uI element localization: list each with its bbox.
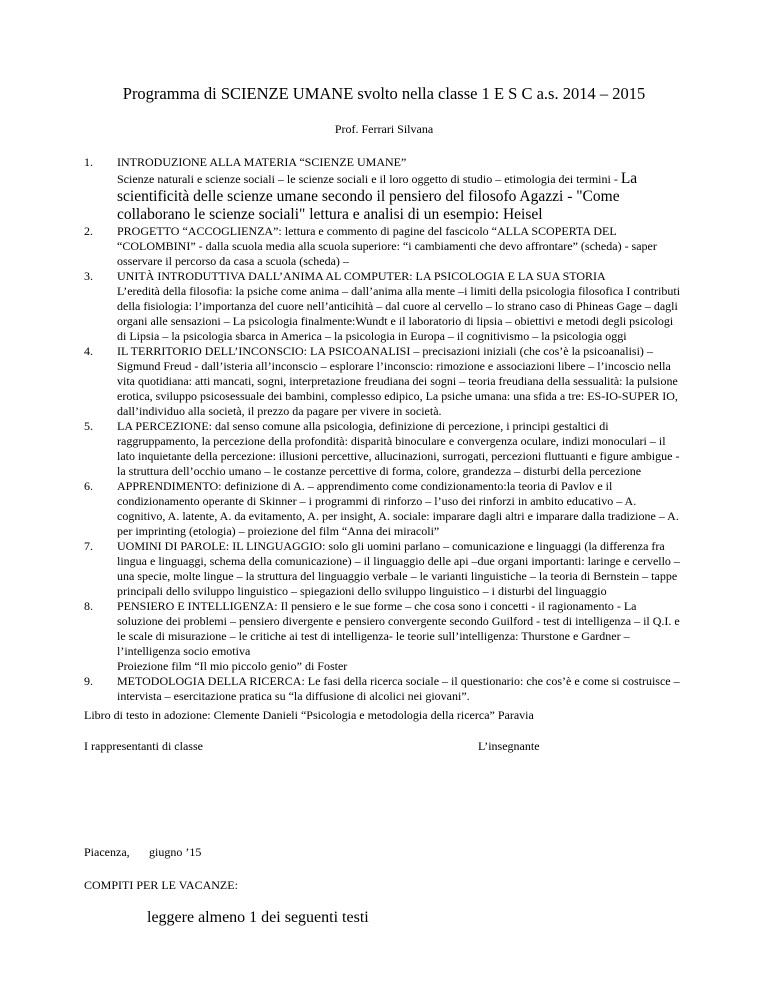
item-heading: INTRODUZIONE ALLA MATERIA “SCIENZE UMANE” bbox=[117, 155, 407, 169]
item-text: IL TERRITORIO DELL’INCONSCIO: LA PSICOANALISI – precisazioni iniziali (che cos’è la psicoanalisi) –Sigmund Freud - dall’isteria all’inconscio – esplorare l’inconscio: rimozione e associazioni libere – l’incoscio nella vita quotidiana: atti mancati, sogni, interpretazione freudiana dei sogni – teoria freudiana della sessualità: la pulsione erotica, sviluppo psicosessuale dei bambini, complesso edipico, La psiche umana: una sfida a tre: ES-IO-SUPER IO, dall’individuo alla società, il prezzo da pagare per vivere in società. bbox=[117, 344, 678, 418]
item-number: 5. bbox=[84, 419, 93, 433]
item-extra-line: Proiezione film “Il mio piccolo genio” di Foster bbox=[117, 659, 348, 673]
item-number: 1. bbox=[84, 155, 93, 169]
homework-text: leggere almeno 1 dei seguenti testi bbox=[147, 909, 369, 926]
item-heading: UNITÀ INTRODUTTIVA DALL’ANIMA AL COMPUTER: LA PSICOLOGIA E LA SUA STORIA bbox=[117, 269, 606, 283]
item-text: LA PERCEZIONE: dal senso comune alla psicologia, definizione di percezione, i principi gestaltici di raggruppamento, la percezione della profondità: disparità binoculare e convergenza oculare, indizi monoculari – il lato inquietante della percezione: illusioni percettive, allucinazioni, surrogati, percezioni fluttuanti e figure ambigue - la struttura dell’occhio umano – le costanze percettive di forma, colore, grandezza – disturbi della percezione bbox=[117, 419, 680, 478]
item-number: 9. bbox=[84, 674, 93, 688]
item-text: L’eredità della filosofia: la psiche come anima – dall’anima alla mente –i limiti della psicologia filosofica I contributi della fisiologia: l’importanza del cuore nell’anticihità – dal cuore al cervello – lo strano caso di Phineas Gage – dagli organi alle sensazioni – La psicologia finalmente:Wundt e il laboratorio di lipsia – obiettivi e metodi degli psicologi di Lipsia – la psicologia sbarca in America – la psicologia in Europa – il cognitivismo – la psicologia oggi bbox=[117, 284, 681, 343]
program-item-2 bbox=[84, 224, 684, 269]
item-number: 7. bbox=[84, 539, 93, 553]
item-number: 4. bbox=[84, 344, 93, 358]
item-text: APPRENDIMENTO: definizione di A. – apprendimento come condizionamento:la teoria di Pavlov e il condizionamento operante di Skinner – i programmi di rinforzo – l’uso dei rinforzi in ambito educativo – A. cognitivo, A. latente, A. da evitamento, A. per insight, A. sociale: imparare dagli altri e imparare dalla tradizione – A. per imprinting (etologia) – proiezione del film “Anna dei miracoli” bbox=[117, 479, 679, 538]
place: Piacenza, bbox=[84, 845, 130, 859]
item-number: 6. bbox=[84, 479, 93, 493]
program-item-5 bbox=[84, 419, 684, 479]
item-text: UOMINI DI PAROLE: IL LINGUAGGIO: solo gli uomini parlano – comunicazione e linguaggi (la differenza fra lingua e linguaggi, schema della comunicazione) – il linguaggio delle api –due organi importanti: laringe e cervello – una specie, molte lingue – la struttura del linguaggio verbale – le varianti linguistiche – la teoria di Bernstein – tappe principali dello sviluppo linguistico – spiegazioni dello sviluppo linguistico – i disturbi del linguaggio bbox=[117, 539, 680, 598]
program-item-8 bbox=[84, 599, 684, 674]
program-item-1 bbox=[84, 155, 684, 224]
item-text bbox=[117, 170, 684, 224]
teacher-signature: L’insegnante bbox=[478, 739, 540, 753]
teacher-name: Prof. Ferrari Silvana bbox=[334, 122, 434, 136]
item-text-large: La scientificità delle scienze umane secondo il pensiero del filosofo Agazzi - "Come collaborano le scienze sociali" lettura e analisi di un esempio: Heisel bbox=[117, 170, 638, 223]
document-title: Programma di SCIENZE UMANE svolto nella classe 1 E S C a.s. 2014 – 2015 bbox=[122, 84, 646, 103]
program-list bbox=[84, 155, 684, 704]
date: giugno ’15 bbox=[149, 845, 202, 859]
program-item-6 bbox=[84, 479, 684, 539]
item-number: 8. bbox=[84, 599, 93, 613]
homework-title: COMPITI PER LE VACANZE: bbox=[84, 878, 238, 892]
item-text-small: Scienze naturali e scienze sociali – le scienze sociali e il loro oggetto di studio – etimologia dei termini - bbox=[117, 172, 621, 186]
item-number: 2. bbox=[84, 224, 93, 238]
item-text: PROGETTO “ACCOGLIENZA”: lettura e commento di pagine del fascicolo “ALLA SCOPERTA DEL “COLOMBINI” - dalla scuola media alla scuola superiore: “i cambiamenti che devo affrontare” (scheda) - saper osservare il percorso da casa a scuola (scheda) – bbox=[117, 224, 657, 268]
item-text: METODOLOGIA DELLA RICERCA: Le fasi della ricerca sociale – il questionario: che cos’è e come si costruisce – intervista – esercitazione pratica su “la diffusione di alcolici nei giovani”. bbox=[117, 674, 680, 703]
item-number: 3. bbox=[84, 269, 93, 283]
item-text: PENSIERO E INTELLIGENZA: Il pensiero e le sue forme – che cosa sono i concetti - il ragionamento - La soluzione dei problemi – pensiero divergente e pensiero convergente secondo Guilford - test di intelligenza – il Q.I. e le scale di misurazione – le critiche ai test di intelligenza- le teorie sull’intelligenza: Thurstone e Gardner – l’intelligenza socio emotiva bbox=[117, 599, 680, 658]
textbook-line: Libro di testo in adozione: Clemente Danieli “Psicologia e metodologia della ricerca” Paravia bbox=[84, 708, 534, 722]
program-item-9 bbox=[84, 674, 684, 704]
program-item-4 bbox=[84, 344, 684, 419]
representatives-signature: I rappresentanti di classe bbox=[84, 739, 203, 753]
program-item-3 bbox=[84, 269, 684, 344]
program-item-7 bbox=[84, 539, 684, 599]
